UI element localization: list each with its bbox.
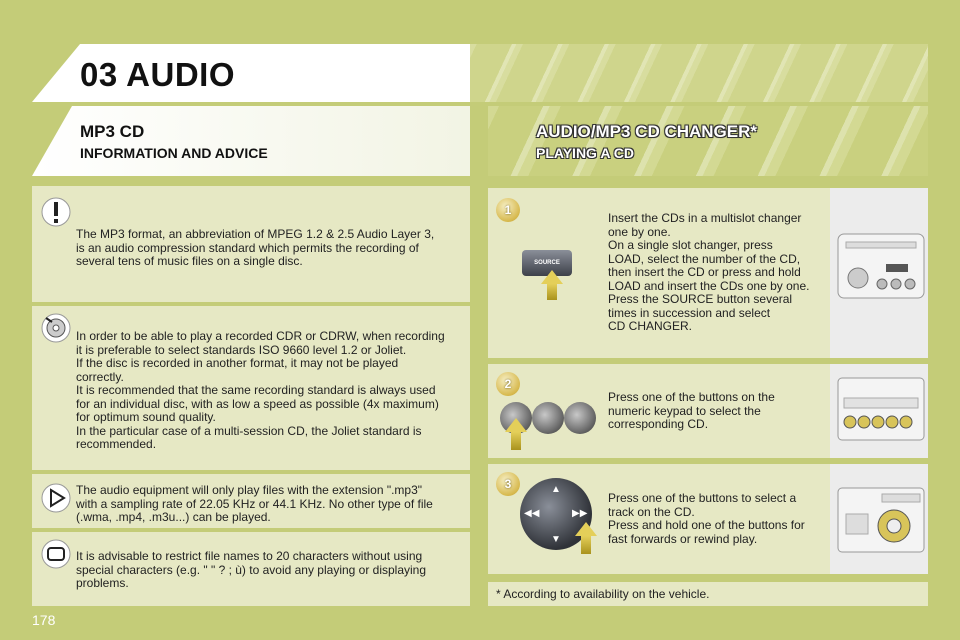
right-section-title: AUDIO/MP3 CD CHANGER* — [536, 122, 758, 141]
cd-icon — [40, 312, 72, 344]
info-text-recording: In order to be able to play a recorded CDR or CDRW, when recording it is preferable to select standards ISO 9660 level 1.2 or Joliet. If the disc is recorded in another format, it may not be played correctly. It is recommended that the same recording standard is always used for an individual disc, with as low a speed as possible (4x maximum) for optimum sound quality. In the particular case of a multi-session CD, the Joliet standard is recommended. — [76, 329, 445, 451]
keypad-button-3[interactable] — [564, 402, 596, 434]
arrow-up-icon — [505, 418, 527, 432]
step-1-text: Insert the CDs in a multislot changer one by one. On a single slot changer, press LOAD, select the number of the CD, then insert the CD or press and hold LOAD and insert the CDs one by one. Press the SOURCE button several times in succession and select CD CHANGER. — [608, 211, 810, 333]
keypad-drawing — [836, 376, 926, 442]
left-section-subtitle: INFORMATION AND ADVICE — [80, 145, 268, 161]
source-button-label: SOURCE — [534, 260, 560, 266]
step-3-text: Press one of the buttons to select a track on the CD. Press and hold one of the buttons for fast forwards or rewind play. — [608, 491, 805, 546]
nav-rewind-icon[interactable]: ◀◀ — [524, 508, 540, 519]
arrow-stem-3 — [581, 536, 591, 554]
arrow-up-icon — [541, 270, 563, 284]
rectangle-icon — [40, 538, 72, 570]
header-pattern — [470, 44, 928, 102]
arrow-stem-1 — [547, 284, 557, 300]
step-2-text: Press one of the buttons on the numeric keypad to select the corresponding CD. — [608, 390, 775, 431]
page-number: 178 — [32, 612, 56, 628]
footnote-text: * According to availability on the vehicle. — [496, 587, 710, 601]
nav-forward-icon[interactable]: ▶▶ — [572, 508, 588, 519]
info-text-extension: The audio equipment will only play files with the extension ".mp3" with a sampling rate of 22.05 KHz or 44.1 KHz. No other type of file (.wma, .mp4, .m3u...) can be played. — [76, 483, 433, 524]
arrow-stem-2 — [511, 432, 521, 450]
arrow-up-icon — [575, 522, 597, 536]
play-icon — [40, 482, 72, 514]
page-title: 03 AUDIO — [80, 56, 236, 93]
step-number-3: 3 — [496, 472, 520, 496]
warning-icon — [40, 196, 72, 228]
step-number-1: 1 — [496, 198, 520, 222]
header-notch — [32, 44, 80, 102]
keypad-button-2[interactable] — [532, 402, 564, 434]
step-number-2: 2 — [496, 372, 520, 396]
nav-down-icon[interactable]: ▼ — [551, 534, 561, 545]
nav-up-icon[interactable]: ▲ — [551, 484, 561, 495]
right-section-subtitle: PLAYING A CD — [536, 145, 635, 161]
info-text-mp3-format: The MP3 format, an abbreviation of MPEG 1.2 & 2.5 Audio Layer 3, is an audio compression standard which permits the recording of several tens of music files on a single disc. — [76, 227, 435, 268]
left-section-title: MP3 CD — [80, 122, 145, 141]
left-header-notch — [32, 106, 72, 176]
navigation-pad-drawing — [836, 484, 926, 556]
radio-unit-drawing — [836, 230, 926, 302]
info-text-filenames: It is advisable to restrict file names to 20 characters without using special characters (e.g. " " ? ; ù) to avoid any playing or displaying problems. — [76, 549, 427, 590]
